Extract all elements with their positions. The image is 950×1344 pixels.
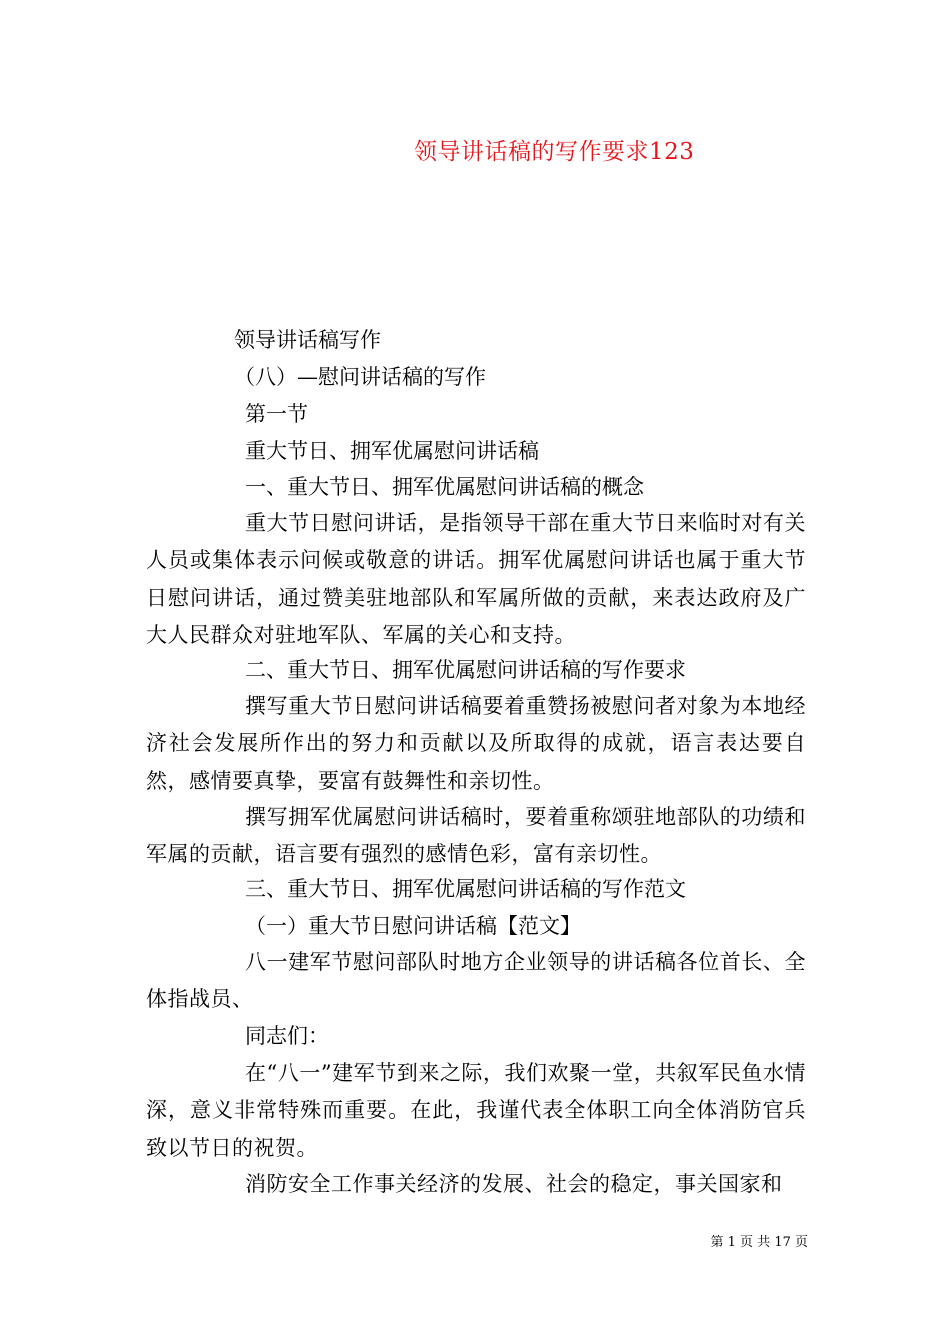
section-number: 第一节	[245, 402, 308, 426]
heading-condolence-speech: （八）—慰问讲话稿的写作	[234, 365, 486, 389]
greeting: 同志们：	[245, 1024, 329, 1048]
paragraph-sample-opening: 在“八一”建军节到来之际，我们欢聚一堂，共叙军民鱼水情深，意义非常特殊而重要。在此，我谨代表全体职工向全体消防官兵致以节日的祝贺。	[146, 1061, 806, 1160]
part3-heading: 三、重大节日、拥军优属慰问讲话稿的写作范文	[245, 877, 686, 901]
section-title: 重大节日、拥军优属慰问讲话稿	[245, 439, 539, 463]
paragraph-concept: 重大节日慰问讲话，是指领导干部在重大节日来临时对有关人员或集体表示问候或敬意的讲话。拥军优属慰问讲话也属于重大节日慰问讲话，通过赞美驻地部队和军属所做的贡献，来表达政府及广大人民群众对驻地军队、军属的关心和支持。	[146, 511, 806, 648]
part2-heading: 二、重大节日、拥军优属慰问讲话稿的写作要求	[245, 658, 686, 682]
document-title: 领导讲话稿的写作要求123	[414, 139, 695, 165]
part1-heading: 一、重大节日、拥军优属慰问讲话稿的概念	[245, 475, 644, 499]
sample-heading: （一）重大节日慰问讲话稿【范文】	[245, 914, 581, 938]
paragraph-military-requirements: 撰写拥军优属慰问讲话稿时，要着重称颂驻地部队的功绩和军属的贡献，语言要有强烈的感情色彩，富有亲切性。	[146, 805, 806, 867]
page-number-footer: 第 1 页 共 17 页	[710, 1235, 808, 1250]
paragraph-holiday-requirements: 撰写重大节日慰问讲话稿要着重赞扬被慰问者对象为本地经济社会发展所作出的努力和贡献以及所取得的成就，语言表达要自然，感情要真挚，要富有鼓舞性和亲切性。	[146, 694, 806, 793]
paragraph-sample-intro: 八一建军节慰问部队时地方企业领导的讲话稿各位首长、全体指战员、	[146, 950, 806, 1012]
heading-leader-speech: 领导讲话稿写作	[234, 328, 381, 352]
paragraph-fire-safety: 消防安全工作事关经济的发展、社会的稳定，事关国家和	[245, 1172, 783, 1196]
